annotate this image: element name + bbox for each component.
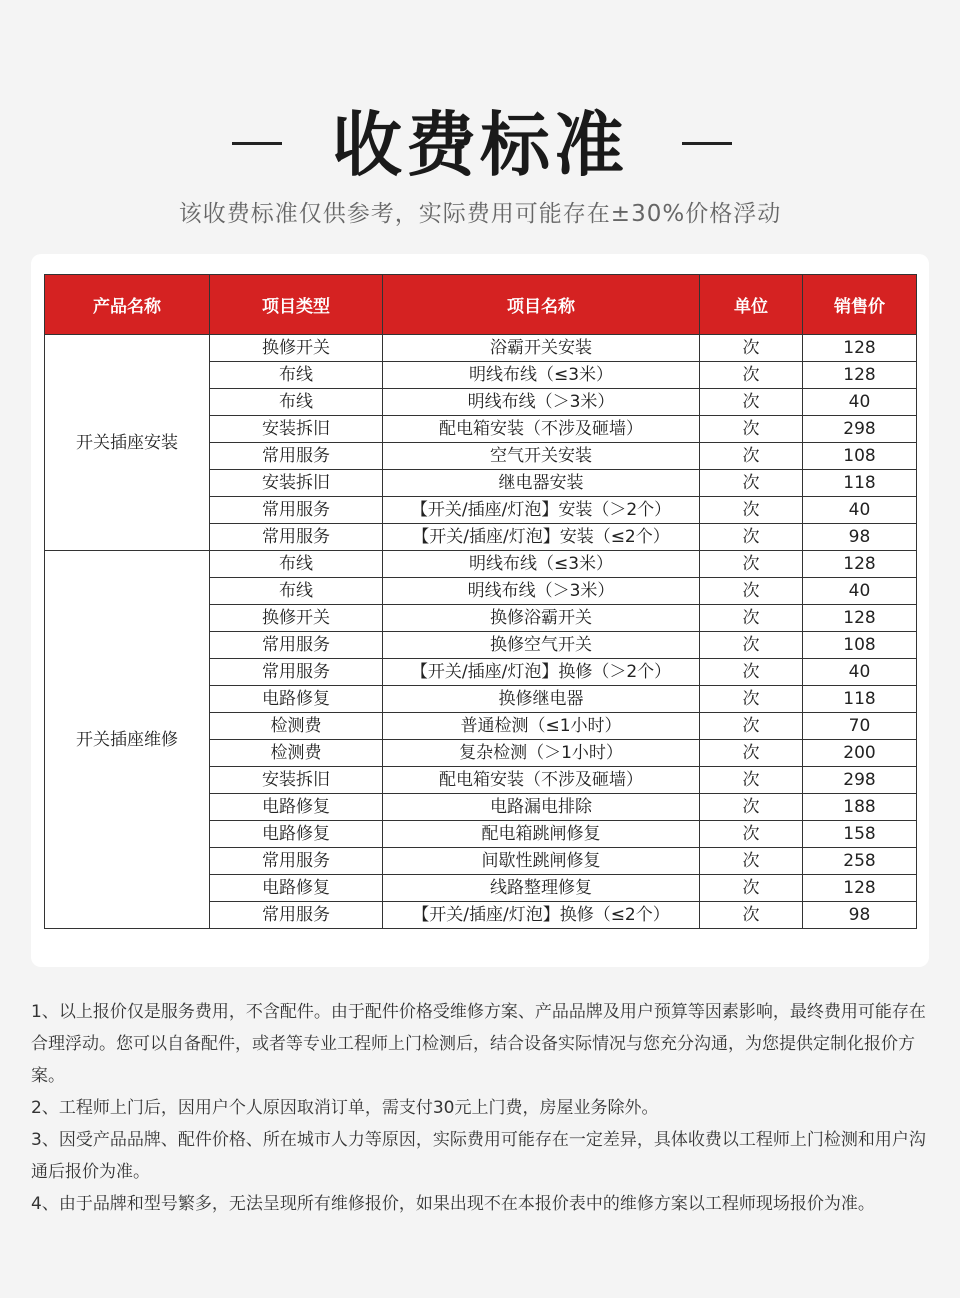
item-name-cell: 空气开关安装 [383, 443, 700, 470]
unit-cell: 次 [700, 740, 803, 767]
item-name-cell: 【开关/插座/灯泡】换修（＞2个） [383, 659, 700, 686]
item-type-cell: 安装拆旧 [210, 416, 383, 443]
item-name-cell: 配电箱安装（不涉及砸墙） [383, 767, 700, 794]
price-cell: 128 [803, 362, 917, 389]
item-type-cell: 常用服务 [210, 632, 383, 659]
price-cell: 40 [803, 659, 917, 686]
unit-cell: 次 [700, 335, 803, 362]
price-cell: 128 [803, 875, 917, 902]
page-title: 收费标准 [332, 104, 628, 186]
item-name-cell: 配电箱跳闸修复 [383, 821, 700, 848]
item-name-cell: 继电器安装 [383, 470, 700, 497]
header-unit: 单位 [700, 275, 803, 335]
title-dash-right [682, 142, 732, 145]
item-name-cell: 换修浴霸开关 [383, 605, 700, 632]
item-type-cell: 布线 [210, 578, 383, 605]
unit-cell: 次 [700, 713, 803, 740]
header-product-name: 产品名称 [45, 275, 210, 335]
price-cell: 188 [803, 794, 917, 821]
price-cell: 128 [803, 605, 917, 632]
header-item-type: 项目类型 [210, 275, 383, 335]
item-type-cell: 电路修复 [210, 821, 383, 848]
unit-cell: 次 [700, 767, 803, 794]
price-cell: 128 [803, 551, 917, 578]
item-type-cell: 检测费 [210, 713, 383, 740]
item-type-cell: 常用服务 [210, 443, 383, 470]
header-price: 销售价 [803, 275, 917, 335]
price-cell: 70 [803, 713, 917, 740]
item-name-cell: 【开关/插座/灯泡】安装（＞2个） [383, 497, 700, 524]
unit-cell: 次 [700, 686, 803, 713]
unit-cell: 次 [700, 659, 803, 686]
item-type-cell: 布线 [210, 551, 383, 578]
item-name-cell: 线路整理修复 [383, 875, 700, 902]
unit-cell: 次 [700, 443, 803, 470]
item-type-cell: 检测费 [210, 740, 383, 767]
unit-cell: 次 [700, 902, 803, 929]
unit-cell: 次 [700, 632, 803, 659]
item-type-cell: 常用服务 [210, 497, 383, 524]
header-item-name: 项目名称 [383, 275, 700, 335]
price-cell: 128 [803, 335, 917, 362]
price-cell: 258 [803, 848, 917, 875]
unit-cell: 次 [700, 821, 803, 848]
price-cell: 298 [803, 416, 917, 443]
page-header [0, 100, 960, 190]
item-name-cell: 明线布线（＞3米） [383, 389, 700, 416]
price-cell: 158 [803, 821, 917, 848]
unit-cell: 次 [700, 875, 803, 902]
item-name-cell: 浴霸开关安装 [383, 335, 700, 362]
price-cell: 108 [803, 443, 917, 470]
note-item: 3、因受产品品牌、配件价格、所在城市人力等原因，实际费用可能存在一定差异，具体收费以工程师上门检测和用户沟通后报价为准。 [31, 1130, 926, 1182]
item-name-cell: 普通检测（≤1小时） [383, 713, 700, 740]
item-type-cell: 常用服务 [210, 902, 383, 929]
note-item: 2、工程师上门后，因用户个人原因取消订单，需支付30元上门费，房屋业务除外。 [31, 1098, 659, 1118]
price-cell: 298 [803, 767, 917, 794]
price-table-card [31, 254, 929, 967]
price-cell: 118 [803, 686, 917, 713]
table-row [45, 551, 917, 578]
product-name-cell: 开关插座维修 [45, 551, 210, 929]
price-cell: 98 [803, 524, 917, 551]
item-type-cell: 电路修复 [210, 875, 383, 902]
item-name-cell: 换修继电器 [383, 686, 700, 713]
table-row [45, 335, 917, 362]
item-name-cell: 【开关/插座/灯泡】安装（≤2个） [383, 524, 700, 551]
item-type-cell: 常用服务 [210, 659, 383, 686]
price-cell: 108 [803, 632, 917, 659]
unit-cell: 次 [700, 389, 803, 416]
price-cell: 40 [803, 497, 917, 524]
item-name-cell: 复杂检测（＞1小时） [383, 740, 700, 767]
item-name-cell: 【开关/插座/灯泡】换修（≤2个） [383, 902, 700, 929]
note-item: 1、以上报价仅是服务费用，不含配件。由于配件价格受维修方案、产品品牌及用户预算等因素影响，最终费用可能存在合理浮动。您可以自备配件，或者等专业工程师上门检测后，结合设备实际情况与您充分沟通，为您提供定制化报价方案。 [31, 1002, 926, 1086]
unit-cell: 次 [700, 524, 803, 551]
page-subtitle: 该收费标准仅供参考，实际费用可能存在±30%价格浮动 [178, 201, 782, 227]
unit-cell: 次 [700, 551, 803, 578]
item-type-cell: 常用服务 [210, 524, 383, 551]
item-type-cell: 电路修复 [210, 794, 383, 821]
product-name-cell: 开关插座安装 [45, 335, 210, 551]
item-type-cell: 安装拆旧 [210, 767, 383, 794]
unit-cell: 次 [700, 605, 803, 632]
unit-cell: 次 [700, 848, 803, 875]
item-name-cell: 明线布线（≤3米） [383, 362, 700, 389]
unit-cell: 次 [700, 416, 803, 443]
item-name-cell: 明线布线（≤3米） [383, 551, 700, 578]
price-cell: 118 [803, 470, 917, 497]
notes-section [31, 996, 931, 1220]
item-type-cell: 换修开关 [210, 335, 383, 362]
item-name-cell: 配电箱安装（不涉及砸墙） [383, 416, 700, 443]
item-name-cell: 电路漏电排除 [383, 794, 700, 821]
unit-cell: 次 [700, 470, 803, 497]
item-type-cell: 布线 [210, 362, 383, 389]
unit-cell: 次 [700, 497, 803, 524]
note-item: 4、由于品牌和型号繁多，无法呈现所有维修报价，如果出现不在本报价表中的维修方案以工程师现场报价为准。 [31, 1194, 875, 1214]
unit-cell: 次 [700, 362, 803, 389]
price-cell: 200 [803, 740, 917, 767]
table-body [45, 335, 917, 929]
item-name-cell: 间歇性跳闸修复 [383, 848, 700, 875]
item-type-cell: 布线 [210, 389, 383, 416]
table-header-row [45, 275, 917, 335]
item-type-cell: 安装拆旧 [210, 470, 383, 497]
unit-cell: 次 [700, 578, 803, 605]
price-cell: 40 [803, 578, 917, 605]
item-type-cell: 换修开关 [210, 605, 383, 632]
item-type-cell: 常用服务 [210, 848, 383, 875]
price-cell: 98 [803, 902, 917, 929]
item-type-cell: 电路修复 [210, 686, 383, 713]
price-table [44, 274, 917, 929]
price-cell: 40 [803, 389, 917, 416]
item-name-cell: 明线布线（＞3米） [383, 578, 700, 605]
unit-cell: 次 [700, 794, 803, 821]
item-name-cell: 换修空气开关 [383, 632, 700, 659]
